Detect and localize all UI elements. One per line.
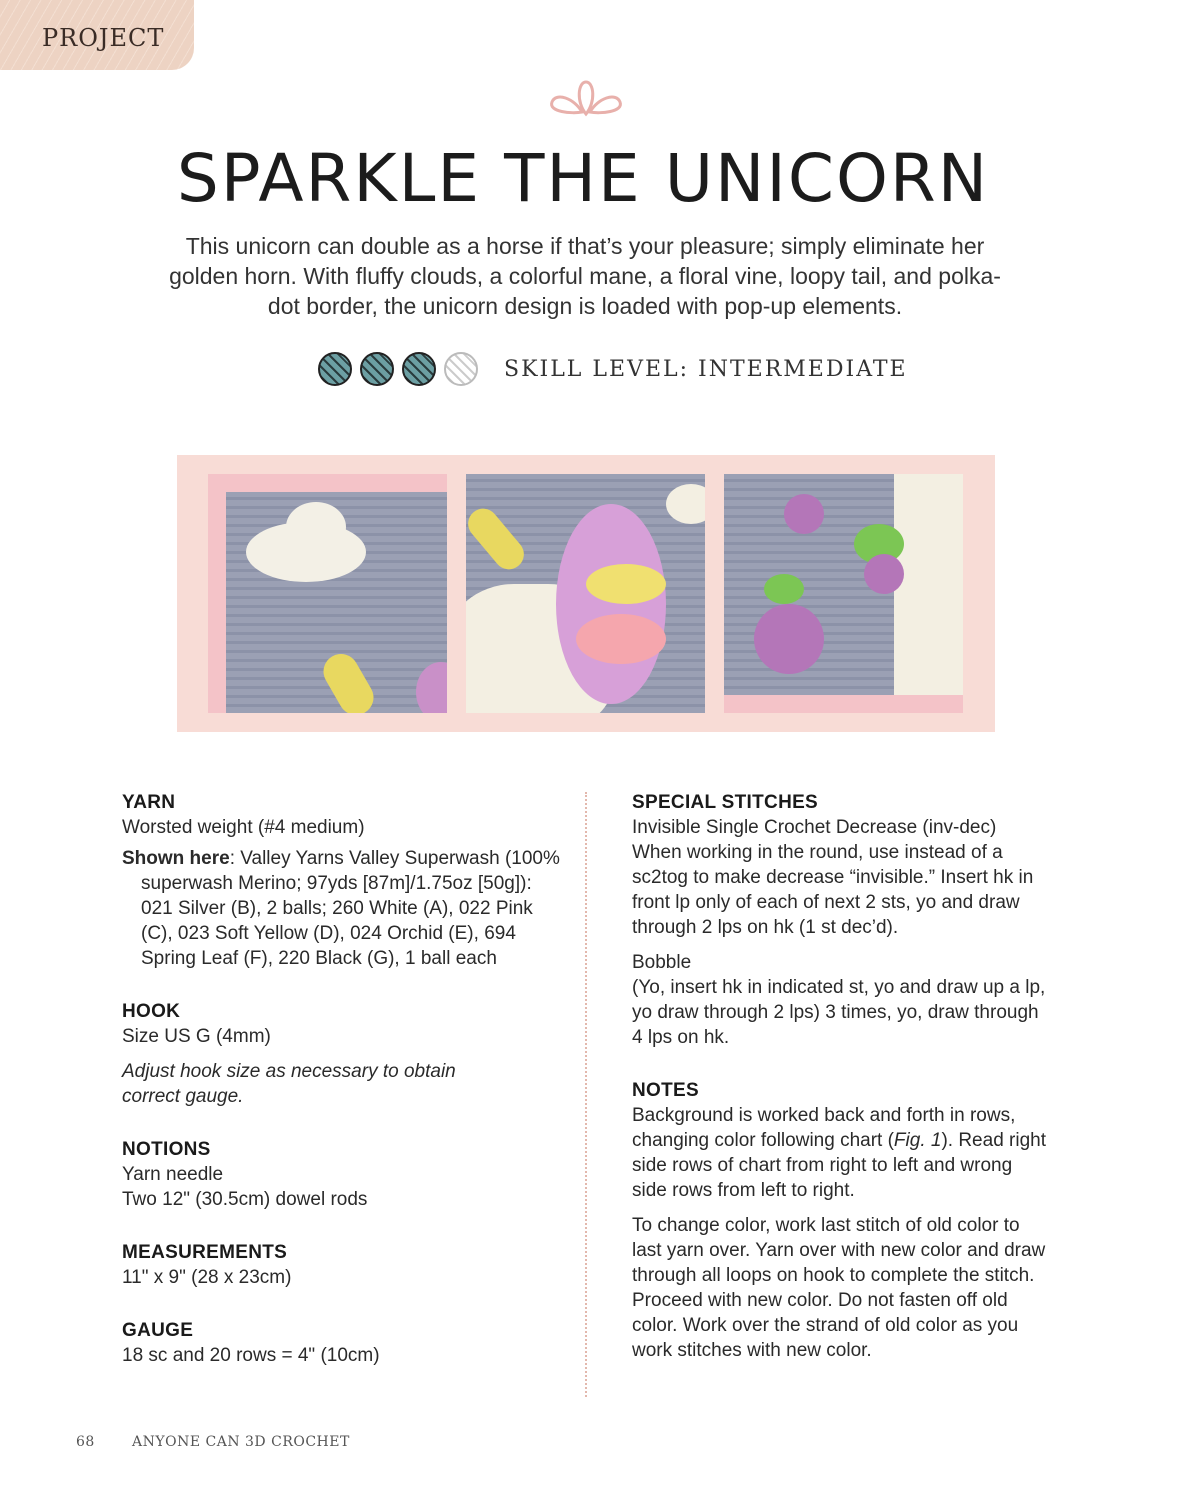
notion-item: Yarn needle <box>122 1164 224 1185</box>
hook-heading: HOOK <box>122 1001 181 1022</box>
notions-section <box>122 1137 562 1212</box>
section-tab <box>0 0 194 70</box>
flourish-ornament-icon <box>546 78 626 118</box>
yarn-ball-empty-icon <box>444 352 478 386</box>
book-title: ANYONE CAN 3D CROCHET <box>132 1434 350 1450</box>
skill-level <box>318 352 908 386</box>
measurements-section <box>122 1240 562 1290</box>
photo-cloud-detail <box>208 474 447 713</box>
yarn-shown-here <box>122 846 562 971</box>
special-stitches-section <box>632 790 1052 1050</box>
hook-section <box>122 999 562 1109</box>
stitch-description: (Yo, insert hk in indicated st, yo and draw up a lp, yo draw through 2 lps) 3 times, yo, draw through 4 lps on hk. <box>632 977 1046 1048</box>
yarn-ball-filled-icon <box>318 352 352 386</box>
page-number: 68 <box>76 1434 95 1450</box>
yarn-heading: YARN <box>122 792 176 813</box>
special-stitches-heading: SPECIAL STITCHES <box>632 792 819 813</box>
photo-floral-vine <box>724 474 963 713</box>
figure-reference: Fig. 1 <box>893 1130 942 1151</box>
notes-paragraph <box>632 1103 1052 1203</box>
gauge-heading: GAUGE <box>122 1320 194 1341</box>
gauge-value: 18 sc and 20 rows = 4" (10cm) <box>122 1345 380 1366</box>
stitch-title: Invisible Single Crochet Decrease (inv-dec) <box>632 817 997 838</box>
notes-paragraph: To change color, work last stitch of old color to last yarn over. Yarn over with new color and draw through all loops on hook to complete the stitch. Proceed with new color. Do not fasten off old color. Work over the strand of old color as you work stitches with new color. <box>632 1215 1046 1361</box>
notions-heading: NOTIONS <box>122 1139 211 1160</box>
section-label: PROJECT <box>42 24 165 52</box>
measurements-heading: MEASUREMENTS <box>122 1242 288 1263</box>
photo-unicorn-head <box>466 474 705 713</box>
notes-text: Background is worked back and forth in rows, changing color following chart ( <box>632 1105 1016 1151</box>
stitch-title: Bobble <box>632 952 692 973</box>
photo-strip <box>177 455 995 732</box>
yarn-section <box>122 790 562 971</box>
yarn-weight: Worsted weight (#4 medium) <box>122 817 365 838</box>
hook-size: Size US G (4mm) <box>122 1026 271 1047</box>
page-title: SPARKLE THE UNICORN <box>176 140 990 217</box>
yarn-ball-filled-icon <box>360 352 394 386</box>
notes-heading: NOTES <box>632 1080 699 1101</box>
yarn-ball-filled-icon <box>402 352 436 386</box>
stitch-description: When working in the round, use instead of a sc2tog to make decrease “invisible.” Insert hk in front lp only of each of next 2 sts, yo and draw through 2 lps on hk (1 st dec’d). <box>632 842 1034 938</box>
hook-note: Adjust hook size as necessary to obtain correct gauge. <box>122 1061 456 1107</box>
notes-text: ). Read right side rows of chart from right to left and wrong side rows from left to right. <box>632 1130 1046 1201</box>
notion-item: Two 12" (30.5cm) dowel rods <box>122 1189 368 1210</box>
gauge-section <box>122 1318 562 1368</box>
intro-text: This unicorn can double as a horse if that’s your pleasure; simply eliminate her golden horn. With fluffy clouds, a colorful mane, a floral vine, loopy tail, and polka-dot border, the unicorn design is loaded with pop-up elements. <box>169 233 1001 319</box>
shown-here-text: : Valley Yarns Valley Superwash (100% superwash Merino; 97yds [87m]/1.75oz [50g]): 021 Silver (B), 2 balls; 260 White (A), 022 Pink (C), 023 Soft Yellow (D), 024 Orchid (E), 694 Spring Leaf (F), 220 Black (G), 1 ball each <box>141 848 560 969</box>
skill-level-label: SKILL LEVEL: INTERMEDIATE <box>504 356 908 382</box>
right-column <box>632 790 1052 1391</box>
left-column <box>122 790 562 1396</box>
measurements-value: 11" x 9" (28 x 23cm) <box>122 1267 292 1288</box>
column-divider <box>585 792 587 1397</box>
shown-here-label: Shown here <box>122 848 230 869</box>
notes-section <box>632 1078 1052 1363</box>
